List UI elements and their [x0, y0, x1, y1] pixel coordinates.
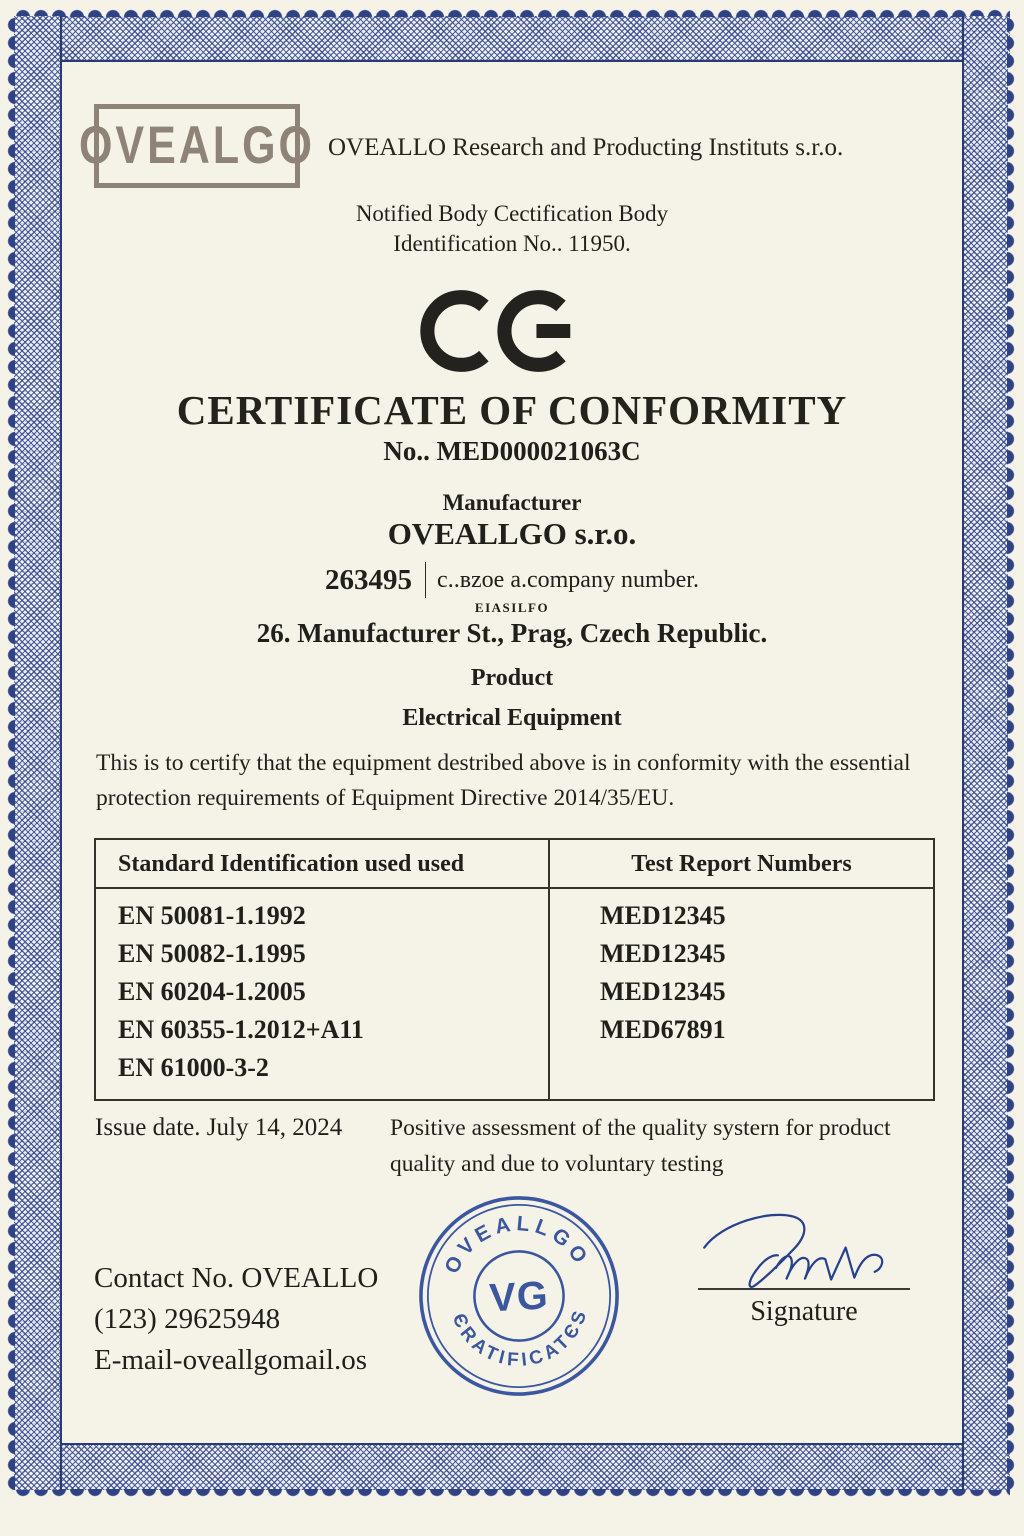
signature-scribble [690, 1204, 918, 1296]
certification-stamp [410, 1187, 629, 1406]
border-top [14, 16, 1010, 62]
table-cell-report: MED67891 [599, 1015, 726, 1044]
company-number-note: c..ʙzoe a.company number. [437, 566, 699, 593]
table-cell-standard: EN 61000-3-2 [118, 1053, 269, 1082]
contact-line: (123) 29625948 [94, 1303, 281, 1335]
product-label: Product [470, 665, 554, 691]
manufacturer-name: OVEALLGO s.r.o. [387, 516, 637, 551]
table-cell-report: MED12345 [599, 939, 726, 968]
divider [425, 562, 426, 598]
table-cell-report: MED12345 [599, 901, 726, 930]
manufacturer-small-text: EIASILFO [474, 600, 550, 615]
organization-name: OVEALLO Research and Producting Instituts s.r.o. [328, 134, 844, 161]
table-cell-report: MED12345 [599, 977, 726, 1006]
identification-number-line: Identification No.. 11950. [393, 231, 631, 256]
certificate-number: No.. MED000021063C [383, 436, 641, 466]
signature-line [698, 1288, 910, 1290]
manufacturer-label: Manufacturer [442, 490, 582, 515]
border-bottom [14, 1443, 1010, 1490]
standards-table [94, 838, 935, 1101]
signature-label: Signature [750, 1296, 858, 1327]
table-cell-standard: EN 50082-1.1995 [118, 939, 306, 968]
certificate-content [62, 62, 962, 1443]
border-right [962, 16, 1008, 1490]
contact-block [94, 1258, 378, 1381]
table-header-standard: Standard Identification used used [96, 840, 548, 889]
notified-body-line: Notified Body Cectification Body [355, 201, 669, 226]
table-column-standards [96, 889, 548, 1099]
certification-statement: This is to certify that the equipment destribed above is in conformity with the essential protection requirements of Equipment Directive 2014/35/EU. [96, 750, 911, 812]
stamp-seal-icon [410, 1187, 629, 1406]
ce-mark-icon [418, 286, 606, 376]
assessment-text: Positive assessment of the quality systern for product quality and due to voluntary testing [390, 1115, 891, 1178]
company-number: 263495 [325, 563, 413, 596]
ce-mark [62, 286, 962, 376]
company-number-line [62, 562, 962, 598]
product-name: Electrical Equipment [402, 705, 622, 731]
contact-line: E-mail-oveallgomail.os [94, 1344, 368, 1376]
table-cell-standard: EN 60204-1.2005 [118, 977, 306, 1006]
table-cell-standard: EN 60355-1.2012+A11 [118, 1015, 364, 1044]
table-column-reports [548, 889, 933, 1099]
stamp-center-text: VG [488, 1273, 550, 1321]
stamp-bottom-text: ЄRATIFICATЄS [448, 1304, 592, 1371]
signature-ink-icon [690, 1204, 918, 1296]
border-left [14, 16, 62, 1490]
company-logo-text: OVEALGO [78, 116, 316, 175]
company-logo [78, 104, 316, 188]
manufacturer-address: 26. Manufacturer St., Prag, Czech Republic. [256, 618, 768, 648]
table-header-reports: Test Report Numbers [548, 840, 933, 889]
issue-date: Issue date. July 14, 2024 [95, 1114, 343, 1141]
certificate-title: CERTIFICATE OF CONFORMITY [176, 387, 848, 433]
stamp-top-text: OVEALLGO [440, 1212, 595, 1278]
table-cell-standard: EN 50081-1.1992 [118, 901, 306, 930]
contact-line: Contact No. OVEALLO [94, 1262, 379, 1294]
